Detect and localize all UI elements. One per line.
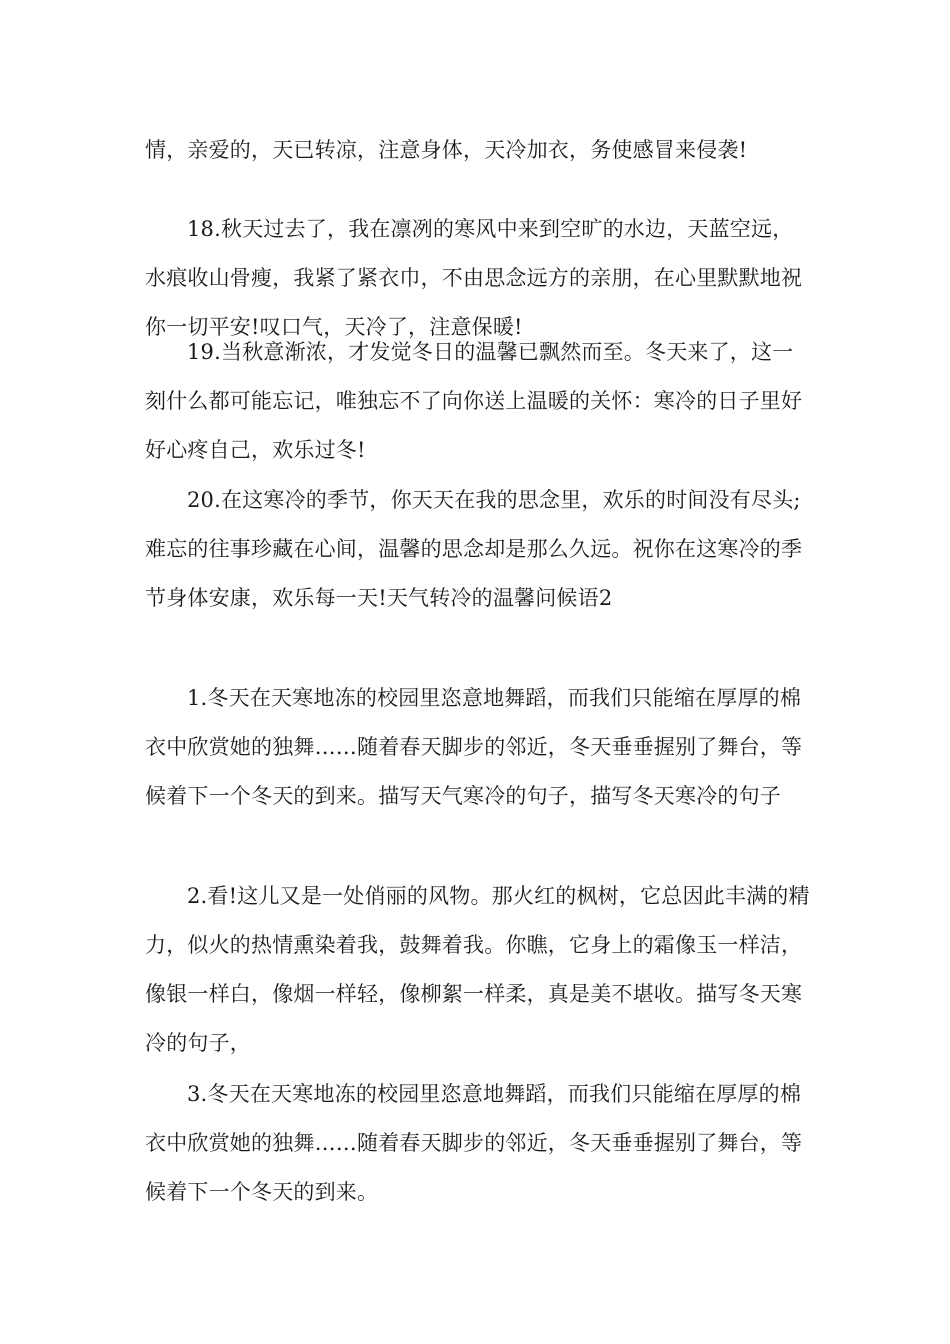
paragraph-section2-1: 1.冬天在天寒地冻的校园里恣意地舞蹈，而我们只能缩在厚厚的棉衣中欣赏她的独舞……随着春天脚步的邻近，冬天垂垂握别了舞台，等候着下一个冬天的到来。描写天气寒冷的句子，描写冬天寒冷的句子 — [145, 686, 803, 808]
paragraph-18: 18.秋天过去了，我在凛冽的寒风中来到空旷的水边，天蓝空远，水痕收山骨瘦，我紧了紧衣巾，不由思念远方的亲朋，在心里默默地祝你一切平安!叹口气，天冷了，注意保暖! — [145, 217, 803, 339]
paragraph-section2-2: 2.看!这儿又是一处俏丽的风物。那火红的枫树，它总因此丰满的精力，似火的热情熏染着我，鼓舞着我。你瞧，它身上的霜像玉一样洁，像银一样白，像烟一样轻，像柳絮一样柔，真是美不堪收。描写冬天寒冷的句子， — [145, 884, 810, 1055]
paragraph-continuation: 情，亲爱的，天已转凉，注意身体，天冷加衣，务使感冒来侵袭! — [145, 138, 748, 162]
paragraph-20: 20.在这寒冷的季节，你天天在我的思念里，欢乐的时间没有尽头;难忘的往事珍藏在心间，温馨的思念却是那么久远。祝你在这寒冷的季节身体安康，欢乐每一天!天气转冷的温馨问候语2 — [145, 488, 803, 610]
paragraph-section2-3: 3.冬天在天寒地冻的校园里恣意地舞蹈，而我们只能缩在厚厚的棉衣中欣赏她的独舞……随着春天脚步的邻近，冬天垂垂握别了舞台，等候着下一个冬天的到来。 — [145, 1082, 803, 1204]
paragraph-19: 19.当秋意渐浓，才发觉冬日的温馨已飘然而至。冬天来了，这一刻什么都可能忘记，唯独忘不了向你送上温暖的关怀：寒冷的日子里好好心疼自己，欢乐过冬! — [145, 340, 803, 462]
